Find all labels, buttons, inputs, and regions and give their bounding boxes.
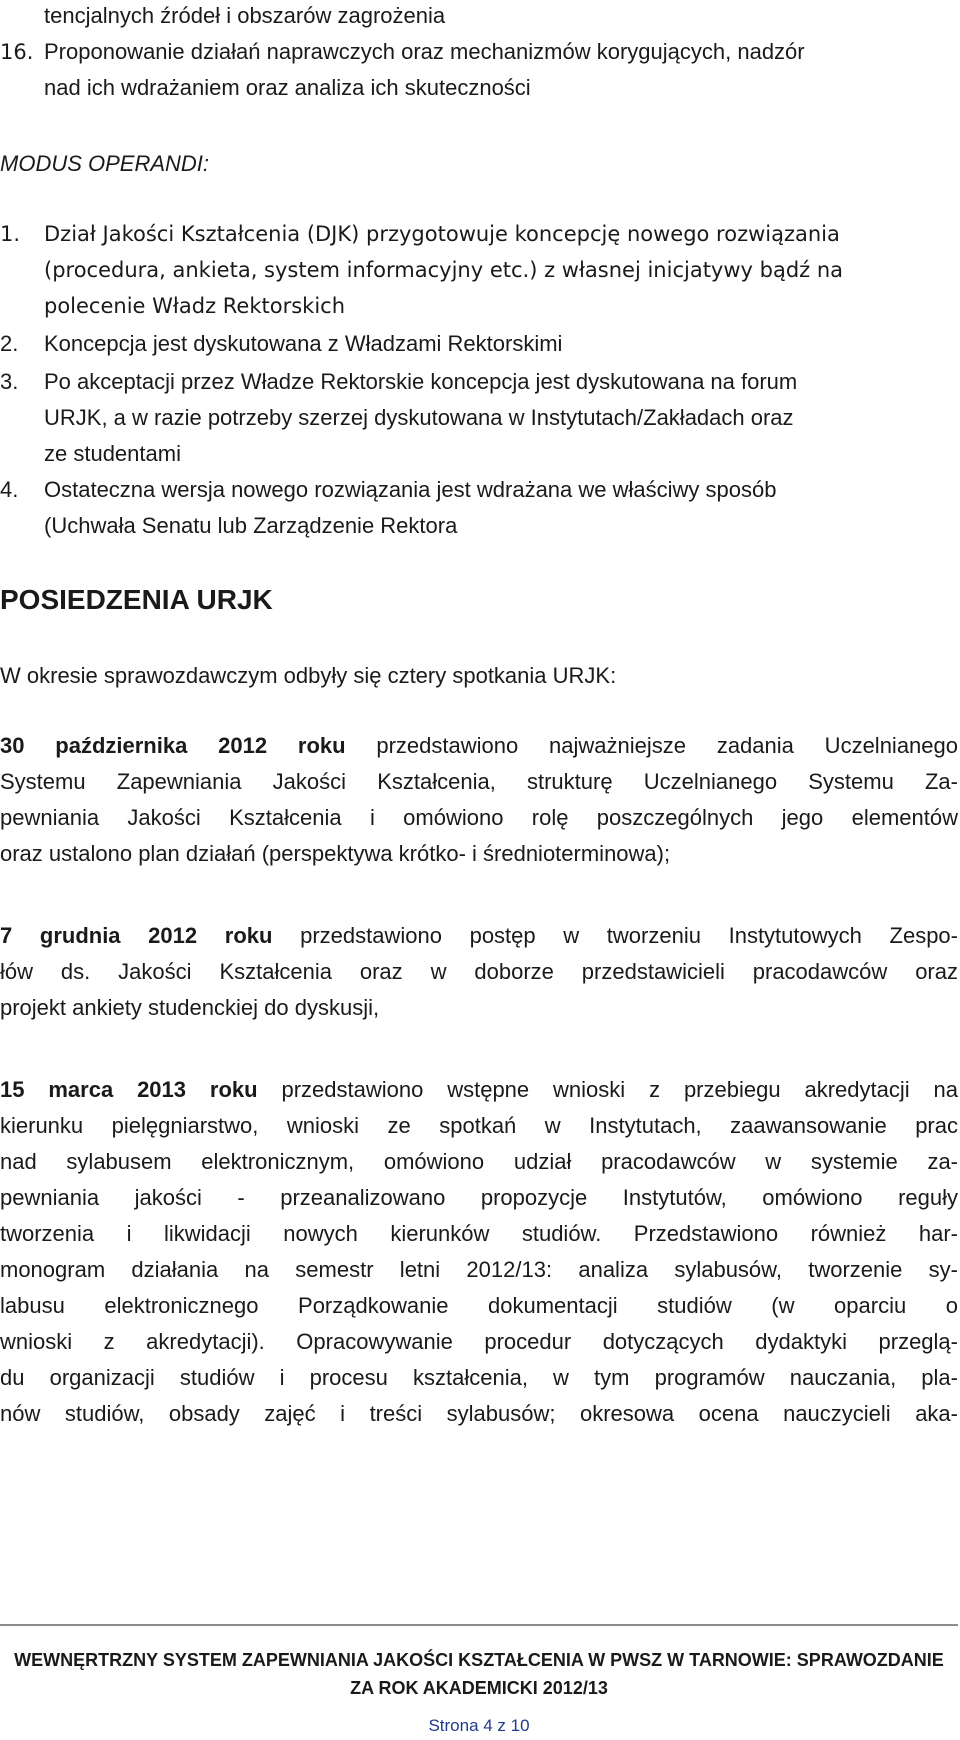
paragraph-line: nów studiów, obsady zajęć i treści sylabusów; okresowa ocena nauczycieli aka-: [0, 1401, 958, 1426]
list-item-text: nad ich wdrażaniem oraz analiza ich skuteczności: [44, 75, 531, 100]
list-item-text: Koncepcja jest dyskutowana z Władzami Rektorskimi: [44, 331, 563, 356]
meeting-paragraph-1: [0, 726, 958, 766]
footer-divider: [0, 1624, 958, 1626]
paragraph-line: tworzenia i likwidacji nowych kierunków studiów. Przedstawiono również har-: [0, 1221, 958, 1246]
list-item-text: (Uchwała Senatu lub Zarządzenie Rektora: [44, 513, 458, 538]
modus-operandi-heading: MODUS OPERANDI:: [0, 151, 210, 176]
footer-title: WEWNĘRTRZNY SYSTEM ZAPEWNIANIA JAKOŚCI KSZTAŁCENIA W PWSZ W TARNOWIE: SPRAWOZDANIE: [14, 1650, 944, 1670]
paragraph-line: wnioski z akredytacji). Opracowywanie procedur dotyczących dydaktyki przeglą-: [0, 1329, 958, 1354]
section-heading: POSIEDZENIA URJK: [0, 584, 273, 615]
list-number: 16.: [0, 40, 34, 64]
paragraph-line: pewniania Jakości Kształcenia i omówiono rolę poszczególnych jego elementów: [0, 805, 958, 830]
list-item-text: (procedura, ankieta, system informacyjny etc.) z własnej inicjatywy bądź na: [44, 258, 844, 282]
meeting-date: 7 grudnia 2012 roku: [0, 923, 273, 948]
meeting-date: 30 października 2012 roku: [0, 733, 346, 758]
paragraph-line: łów ds. Jakości Kształcenia oraz w doborze przedstawicieli pracodawców oraz: [0, 959, 958, 984]
paragraph-line: projekt ankiety studenckiej do dyskusji,: [0, 995, 380, 1020]
paragraph-text: przedstawiono postęp w tworzeniu Instytutowych Zespo-: [272, 923, 958, 948]
list-number: 1.: [0, 222, 21, 246]
paragraph-line: kierunku pielęgniarstwo, wnioski ze spotkań w Instytutach, zaawansowanie prac: [0, 1113, 958, 1138]
paragraph-text: przedstawiono najważniejsze zadania Uczelnianego: [345, 733, 958, 758]
list-item-text: Po akceptacji przez Władze Rektorskie koncepcja jest dyskutowana na forum: [44, 369, 798, 394]
list-item-text: Dział Jakości Kształcenia (DJK) przygotowuje koncepcję nowego rozwiązania: [44, 222, 840, 246]
list-number: 4.: [0, 477, 19, 502]
list-item-text: URJK, a w razie potrzeby szerzej dyskutowana w Instytutach/Zakładach oraz: [44, 405, 794, 430]
paragraph-line: monogram działania na semestr letni 2012/13: analiza sylabusów, tworzenie sy-: [0, 1257, 958, 1282]
list-item-text: polecenie Władz Rektorskich: [44, 294, 346, 318]
paragraph-line: nad sylabusem elektronicznym, omówiono udział pracodawców w systemie za-: [0, 1149, 958, 1174]
paragraph-line: Systemu Zapewniania Jakości Kształcenia, strukturę Uczelnianego Systemu Za-: [0, 769, 958, 794]
section-intro: W okresie sprawozdawczym odbyły się cztery spotkania URJK:: [0, 663, 617, 688]
paragraph-line: du organizacji studiów i procesu kształcenia, w tym programów nauczania, pla-: [0, 1365, 958, 1390]
list-item-text: ze studentami: [44, 441, 181, 466]
meeting-paragraph-3: [0, 1070, 958, 1110]
meeting-paragraph-2: [0, 916, 958, 956]
paragraph-line: labusu elektronicznego Porządkowanie dokumentacji studiów (w oparciu o: [0, 1293, 958, 1318]
list-number: 3.: [0, 369, 19, 394]
list-number: 2.: [0, 331, 19, 356]
list-item-text: Proponowanie działań naprawczych oraz mechanizmów korygujących, nadzór: [44, 39, 805, 64]
meeting-date: 15 marca 2013 roku: [0, 1077, 258, 1102]
list-item-continuation: tencjalnych źródeł i obszarów zagrożenia: [44, 3, 446, 28]
paragraph-text: przedstawiono wstępne wnioski z przebiegu akredytacji na: [257, 1077, 958, 1102]
page-number: Strona 4 z 10: [428, 1716, 530, 1735]
paragraph-line: pewniania jakości - przeanalizowano propozycje Instytutów, omówiono reguły: [0, 1185, 958, 1210]
footer-subtitle: ZA ROK AKADEMICKI 2012/13: [350, 1678, 608, 1698]
list-item-text: Ostateczna wersja nowego rozwiązania jest wdrażana we właściwy sposób: [44, 477, 777, 502]
paragraph-line: oraz ustalono plan działań (perspektywa krótko- i średnioterminowa);: [0, 841, 671, 866]
